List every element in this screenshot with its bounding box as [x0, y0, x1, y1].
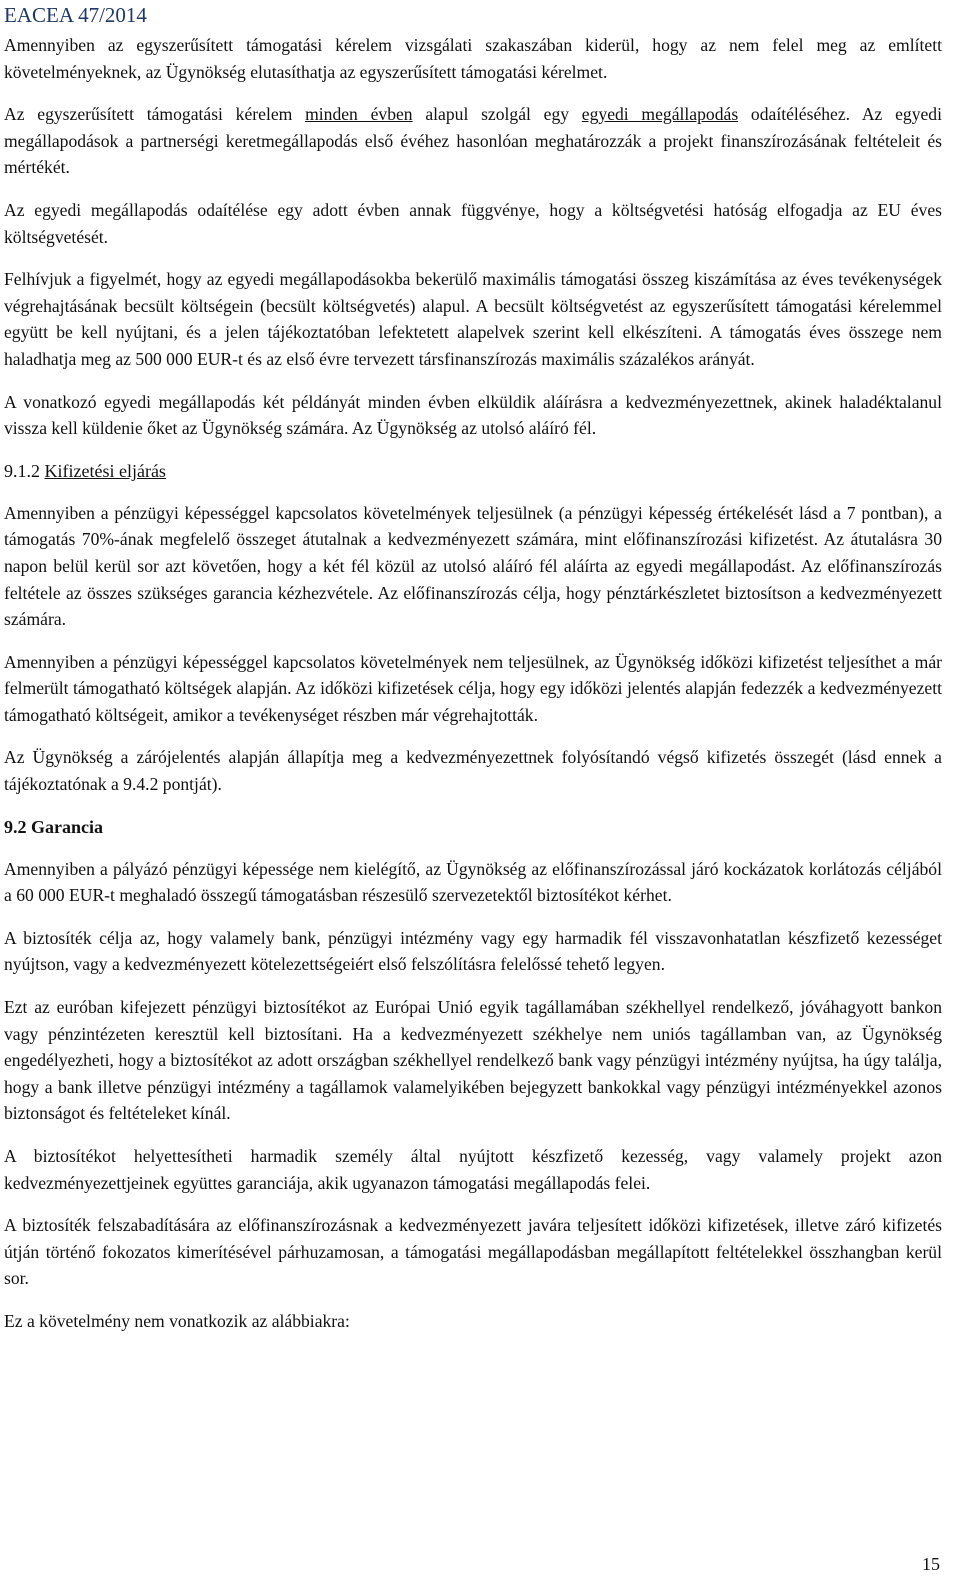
paragraph-annual-basis — [4, 101, 942, 181]
page-number: 15 — [922, 1554, 940, 1574]
document-body — [4, 32, 942, 1335]
paragraph-exemptions: Ez a követelmény nem vonatkozik az alábbiakra: — [4, 1310, 350, 1331]
paragraph-guarantee-release: A biztosíték felszabadítására az előfinanszírozásnak a kedvezményezett javára teljesített időközi kifizetések, illetve záró kifizetés útján történő fokozatos kimerítésével párhuzamosan, a támogatási megállapodásban megállapított feltételekkel összhangban kerül sor. — [4, 1215, 942, 1289]
text-segment: alapul szolgál egy — [412, 104, 582, 125]
paragraph-max-grant: Felhívjuk a figyelmét, hogy az egyedi megállapodásokba bekerülő maximális támogatási összeg kiszámítása az éves tevékenységek végrehajtásának becsült költségein (becsült költségvetés) alapul. A becsült költségvetést az egyszerűsített támogatási kérelemmel együtt be kell nyújtani, és a jelen tájékoztatóban lefektetett alapelvek szerint kell elkészíteni. A támogatás éves összege nem haladhatja meg az 500 000 EUR-t és az első évre tervezett társfinanszírozás maximális százalékos arányát. — [4, 269, 942, 369]
text-segment: Az egyszerűsített támogatási kérelem — [4, 104, 306, 125]
paragraph-rejection: Amennyiben az egyszerűsített támogatási kérelem vizsgálati szakaszában kiderül, hogy az nem felel meg az említett követelményeknek, az Ügynökség elutasíthatja az egyszerűsített támogatási kérelmet. — [4, 35, 942, 82]
underlined-text: egyedi megállapodás — [581, 104, 739, 125]
text-segment: odaítéléséhez. Az egyedi megállapodások a partnerségi keretmegállapodás első évéhez hasonlóan meghatározzák a projekt finanszírozásának feltételeit és mértékét. — [4, 104, 942, 178]
section-heading-guarantee: 9.2 Garancia — [4, 816, 103, 837]
section-title: Kifizetési eljárás — [44, 460, 166, 481]
paragraph-guarantee-bank: Ezt az euróban kifejezett pénzügyi biztosítékot az Európai Unió egyik tagállamában székhellyel rendelkező, jóváhagyott bankon vagy pénzintézeten keresztül kell biztosítani. Ha a kedvezményezett székhelye nem uniós tagállamban van, az Ügynökség engedélyezheti, hogy a biztosítékot az adott országban székhellyel rendelkező bank vagy pénzügyi intézmény nyújtsa, ha úgy találja, hogy a bank illetve pénzügyi intézmény a tagállamok valamelyikében bejegyzett bankokkal vagy pénzügyi intézményekkel azonos biztonságot és feltételeket kínál. — [4, 997, 942, 1124]
paragraph-final-payment: Az Ügynökség a zárójelentés alapján állapítja meg a kedvezményezettnek folyósítandó végső kifizetés összegét (lásd ennek a tájékoztatónak a 9.4.2 pontját). — [4, 747, 942, 795]
paragraph-prefinancing: Amennyiben a pénzügyi képességgel kapcsolatos követelmények teljesülnek (a pénzügyi képesség értékelését lásd a 7 pontban), a támogatás 70%-ának megfelelő összeget átutalnak a kedvezményezett számára, mint előfinanszírozási kifizetést. Az átutalásra 30 napon belül kerül sor azt követően, hogy a két fél közül az utolsó aláíró fél aláírta az egyedi megállapodást. Az előfinanszírozás feltétele az összes szükséges garancia kézhezvétele. Az előfinanszírozás célja, hogy pénztárkészletet biztosítson a kedvezményezett számára. — [4, 502, 942, 630]
paragraph-guarantee-substitute: A biztosítékot helyettesítheti harmadik személy által nyújtott készfizető kezesség, vagy valamely projekt azon kedvezményezettjeinek együttes garanciája, akik ugyanazon támogatási megállapodás felei. — [4, 1146, 942, 1193]
paragraph-guarantee-request: Amennyiben a pályázó pénzügyi képessége nem kielégítő, az Ügynökség az előfinanszírozással járó kockázatok korlátozás céljából a 60 000 EUR-t meghaladó összegű támogatásban részesülő szervezetektől biztosítékot kérhet. — [4, 858, 942, 906]
section-number: 9.1.2 — [4, 460, 45, 481]
underlined-text: minden évben — [305, 104, 413, 125]
paragraph-guarantee-purpose: A biztosíték célja az, hogy valamely bank, pénzügyi intézmény vagy egy harmadik fél visszavonhatatlan készfizető kezességet nyújtson, vagy a kedvezményezett kötelezettségeiért első felszólításra felelőssé tehető legyen. — [4, 927, 942, 975]
document-header: EACEA 47/2014 — [4, 3, 147, 27]
paragraph-interim-payment: Amennyiben a pénzügyi képességgel kapcsolatos követelmények nem teljesülnek, az Ügynökség időközi kifizetést teljesíthet a már felmerült támogatható költségek alapján. Az időközi kifizetések célja, hogy egy időközi jelentés alapján fedezzék a kedvezményezett támogatható költségeit, amikor a tevékenységet részben már végrehajtották. — [4, 651, 942, 725]
paragraph-signature: A vonatkozó egyedi megállapodás két példányát minden évben elküldik aláírásra a kedvezményezettnek, akinek haladéktalanul vissza kell küldenie őket az Ügynökség számára. Az Ügynökség az utolsó aláíró fél. — [4, 391, 942, 439]
paragraph-budget-authority: Az egyedi megállapodás odaítélése egy adott évben annak függvénye, hogy a költségvetési hatóság elfogadja az EU éves költségvetését. — [4, 199, 942, 247]
section-heading-payment — [4, 458, 942, 484]
